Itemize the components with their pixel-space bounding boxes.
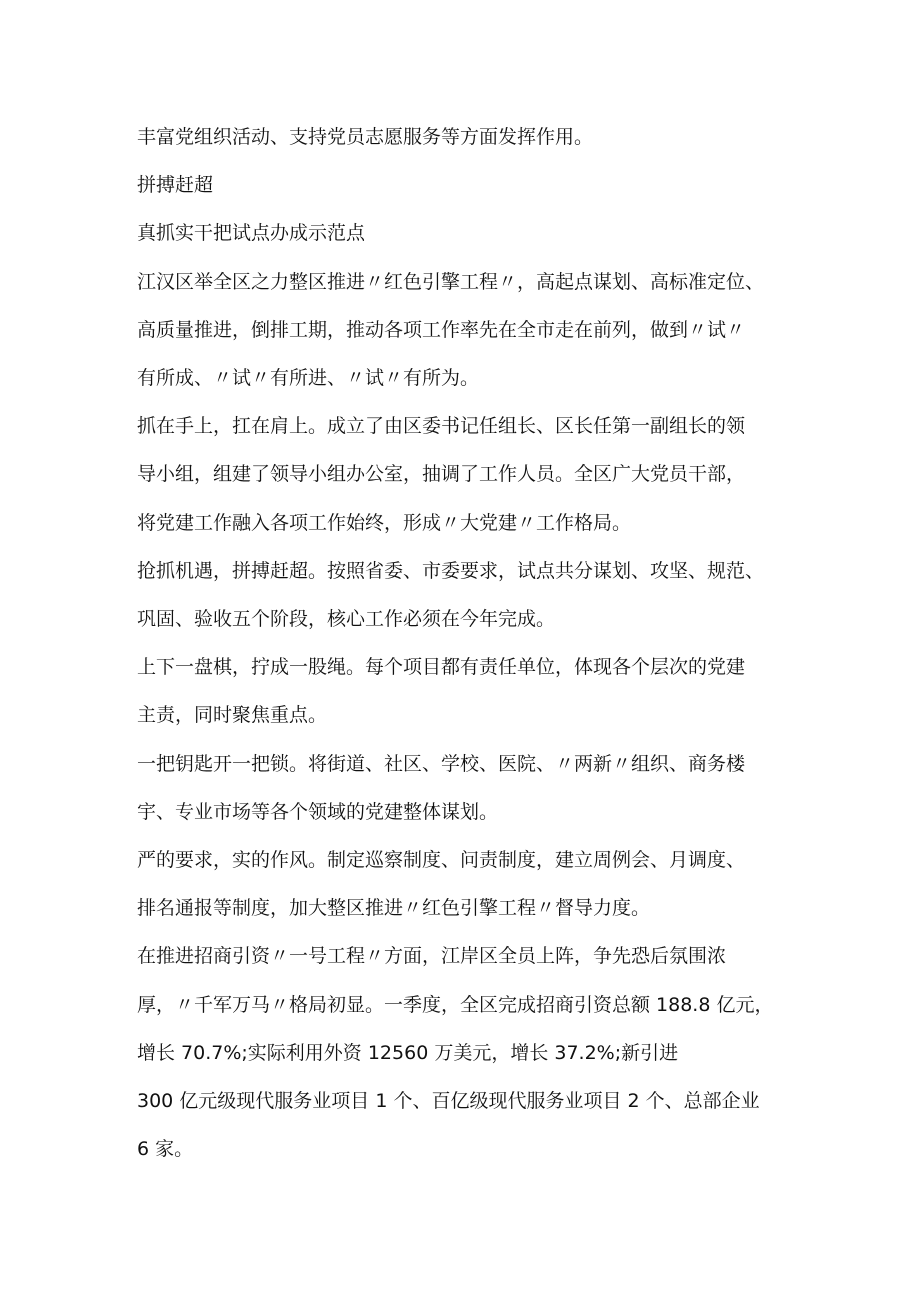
paragraph-5: 上下一盘棋，拧成一股绳。每个项目都有责任单位，体现各个层次的党建 主责，同时聚焦重点。 xyxy=(137,656,746,727)
paragraph-1: 丰富党组织活动、支持党员志愿服务等方面发挥作用。 xyxy=(137,126,594,148)
paragraph-2: 江汉区举全区之力整区推进〃红色引擎工程〃，高起点谋划、高标准定位、 高质量推进，倒排工期，推动各项工作率先在全市走在前列，做到〃试〃 有所成、〃试〃有所进、〃试〃有所为。 xyxy=(137,270,765,390)
section-heading-1: 拼搏赶超 xyxy=(137,174,214,197)
document-body xyxy=(137,113,807,1173)
section-heading-2: 真抓实干把试点办成示范点 xyxy=(137,222,366,245)
paragraph-7: 严的要求，实的作风。制定巡察制度、问责制度，建立周例会、月调度、 排名通报等制度，加大整区推进〃红色引擎工程〃督导力度。 xyxy=(137,849,746,920)
paragraph-3: 抓在手上，扛在肩上。成立了由区委书记任组长、区长任第一副组长的领 导小组，组建了领导小组办公室，抽调了工作人员。全区广大党员干部， 将党建工作融入各项工作始终，形成〃大党建〃工作格局。 xyxy=(137,415,746,534)
paragraph-6: 一把钥匙开一把锁。将街道、社区、学校、医院、〃两新〃组织、商务楼 宇、专业市场等各个领域的党建整体谋划。 xyxy=(137,752,746,823)
paragraph-4: 抢抓机遇，拼搏赶超。按照省委、市委要求，试点共分谋划、攻坚、规范、 巩固、验收五个阶段，核心工作必须在今年完成。 xyxy=(137,559,765,631)
paragraph-8: 在推进招商引资〃一号工程〃方面，江岸区全员上阵，争先恐后氛围浓 厚，〃千军万马〃格局初显。一季度，全区完成招商引资总额 188.8 亿元， 增长 70.7%;实际利用外资 12560 万美元，增长 37.2%;新引进 300 亿元级现代服务业项目 1 个、百亿级现代服务业项目 2 个、总部企业 6 家。 xyxy=(137,945,774,1161)
